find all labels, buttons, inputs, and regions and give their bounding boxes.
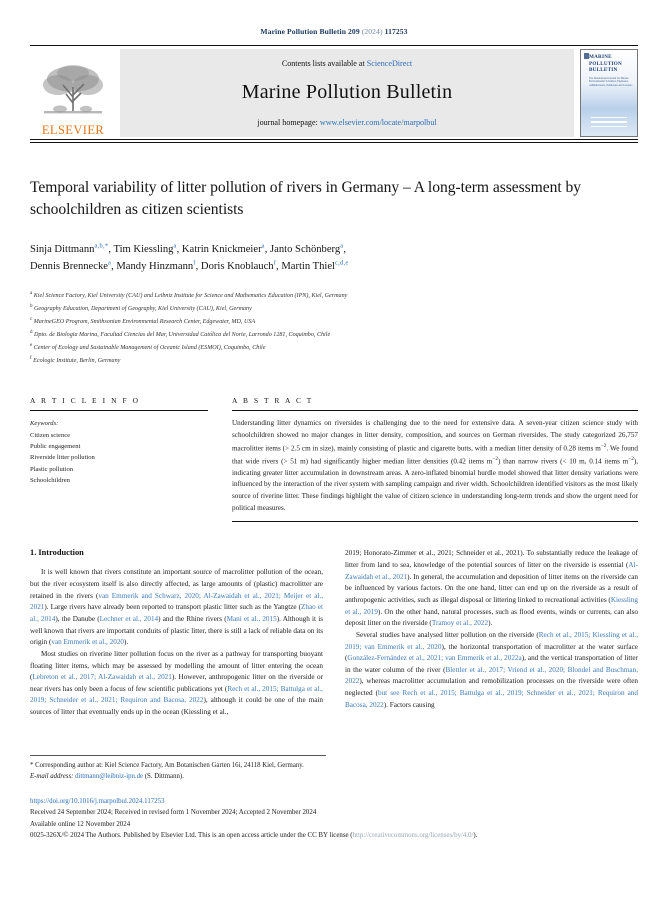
body-paragraph: 2019; Honorato-Zimmer et al., 2021; Schneider et al., 2021). To substantially reduce the leakage of litter from land to sea, knowledge of the potential sources of litter on the riverside is essential (Al-Zawaidah et al., 2021). In general, the accumulation and deposition of litter items on the riverside can be influenced by various factors. On the one hand, litter can end up on the riverside as a result of anthropogenic activities, such as illegal disposal or littering linked to recreational activities (Kiessling et al., 2019). On the other hand, natural processes, such as flood events, winds or currents, can also deposit litter on the riverside (Tramoy et al., 2022). — [345, 549, 638, 628]
affiliation-mark: f — [30, 356, 32, 362]
author-name: Janto Schönberg — [270, 244, 341, 256]
section-heading-introduction: 1. Introduction — [30, 548, 84, 558]
author-entry — [281, 261, 348, 272]
cover-logo-mark-icon — [584, 53, 589, 59]
copyright-tail: ). — [473, 832, 478, 840]
body-paragraph: It is well known that rivers constitute an important source of macrolitter pollution of the ocean, but the river ecosystem itself is also directly affected, as large amounts of (plastic) macrolitter are retained in the rivers (van Emmerik and Schwarz, 2020; Al-Zawaidah et al., 2021; Meijer et al., 2021). Large rivers have already been reported to transport plastic litter such as the Yangtze (Zhao et al., 2014), the Danube (Lechner et al., 2014) and the Rhine rivers (Mani et al., 2015). Although it is well known that rivers are important conduits of plastic litter, there is still a lack of reliable data on its origin (van Emmerik et al., 2020). — [30, 568, 324, 647]
copyright-line — [30, 830, 638, 842]
corresponding-author-footnote — [30, 755, 326, 783]
publication-info — [30, 796, 638, 842]
article-info-column — [30, 396, 208, 522]
affiliation-mark: c — [30, 316, 33, 322]
abstract-column — [232, 396, 638, 522]
elsevier-logo — [30, 49, 116, 137]
author-affiliation-marks: a — [261, 242, 265, 250]
elsevier-wordmark: ELSEVIER — [41, 122, 105, 137]
cover-subtitle: The International Journal for Marine Environmental Scientists, Engineers, Administrators, Politicians and Lawyers — [589, 76, 633, 88]
affiliation-mark: e — [30, 343, 33, 349]
sciencedirect-link[interactable]: ScienceDirect — [366, 59, 413, 68]
cover-title: MARINE POLLUTION BULLETIN — [589, 54, 622, 73]
affiliation-text: Ecologic Institute, Berlin, Germany — [33, 358, 121, 365]
email-label: E-mail address: — [30, 772, 74, 780]
author-affiliation-marks: f — [193, 259, 196, 267]
article-info-heading: A R T I C L E I N F O — [30, 396, 141, 406]
author-affiliation-marks: f — [273, 259, 277, 267]
affiliation-text: Kiel Science Factory, Kiel University (CAU) and Leibniz Institute for Science and Mathematics Education (IPN), Kiel, Germany — [33, 292, 348, 299]
running-head-article-number: 117253 — [384, 27, 408, 36]
affiliation-item — [30, 302, 638, 315]
article-info-rule — [30, 410, 208, 411]
homepage-prefix: journal homepage: — [257, 118, 318, 127]
banner-center — [120, 49, 574, 137]
author-affiliation-marks: a — [173, 242, 177, 250]
title-block — [30, 177, 638, 367]
elsevier-tree-icon — [38, 61, 108, 123]
keywords-block — [30, 418, 208, 486]
affiliation-text: Dpto. de Biologia Marina, Facultad Ciencias del Mar, Universidad Católica del Norte, Larrondo 1281, Coquimbo, Chile — [34, 331, 331, 338]
corresponding-author-text: * Corresponding author at: Kiel Science Factory, Am Botanischen Garten 16i, 24118 Kiel, Germany. — [30, 761, 304, 769]
banner-bottom-rule — [30, 142, 638, 143]
affiliation-item — [30, 289, 638, 302]
keyword-item: Public engagement — [30, 442, 81, 450]
author-name: Doris Knoblauch — [200, 261, 274, 273]
body-paragraph: Several studies have analysed litter pollution on the riverside (Rech et al., 2015; Kiessling et al., 2019; van Emmerik et al., 2020), the horizontal transportation of macrolitter at the water surface (González-Fernández et al., 2021; van Emmerik et al., 2022a), and the vertical transportation of litter in the water column of the river (Blettler et al., 2017; Vriend et al., 2020; Blondel and Buschman, 2022), whereas macrolitter accumulation and remobilization processes on the riverside were often neglected (but see Rech et al., 2015; Battulga et al., 2019; Schneider et al., 2021; Requiron and Bacosa, 2022). Factors causing — [345, 630, 639, 709]
journal-banner — [30, 45, 638, 140]
body-column-right — [345, 548, 638, 719]
journal-homepage-line — [257, 118, 436, 127]
doi-link[interactable]: https://doi.org/10.1016/j.marpolbul.2024.117253 — [30, 797, 165, 805]
running-head — [30, 0, 638, 36]
body-column-left — [30, 548, 323, 719]
keyword-item: Plastic pollution — [30, 465, 74, 473]
author-affiliation-marks: a — [340, 242, 344, 250]
keyword-item: Citizen science — [30, 431, 71, 439]
journal-cover-thumbnail — [580, 49, 638, 137]
author-affiliation-marks: a — [107, 259, 112, 267]
abstract-bottom-rule — [232, 521, 638, 522]
author-name: Dennis Brennecke — [30, 261, 108, 273]
affiliation-item — [30, 341, 638, 354]
keyword-item: Riverside litter pollution — [30, 454, 95, 462]
keywords-label: Keywords: — [30, 420, 59, 428]
author-name: Martin Thiel — [281, 261, 335, 273]
page-footer — [30, 755, 638, 842]
author-entry: Sinja Dittmann$^{a,b,*}$, — [30, 242, 114, 256]
body-columns — [30, 548, 638, 719]
affiliation-item — [30, 354, 638, 367]
author-name: Sinja Dittmann — [30, 244, 95, 256]
author-entry: Mandy Hinzmann$^f$, — [116, 259, 201, 273]
affiliation-text: MarineGEO Program, Smithsonian Environmental Research Center, Edgewater, MD, USA — [33, 318, 256, 325]
received-dates: Received 24 September 2024; Received in revised form 1 November 2024; Accepted 2 November 2024 — [30, 809, 317, 817]
affiliation-mark: b — [30, 303, 33, 309]
author-entry: Dennis Brennecke$^a$, — [30, 259, 117, 273]
author-name: Katrin Knickmeier — [181, 244, 262, 256]
license-link[interactable]: http://creativecommons.org/licenses/by/4.0/ — [352, 832, 474, 840]
abstract-text: Understanding litter dynamics on riversides is challenging due to the need for extensive data. A seven-year citizen science study with schoolchildren showed no major changes in litter density, composition, and sources on German riversides. The study categorized 26,757 macrolitter items (> 2.5 cm in size), mainly consisting of plastic and cigarette butts, with a median litter density of 0.28 items $m^{-2}$. We found that wide rivers (> 51 m) had significantly higher median litter densities (0.42 items $m^{-2}$) than narrow rivers (< 10 m, 0.14 items $m^{-2}$), indicating greater litter accumulation in downstream areas. A zero-inflated binomial hurdle model showed that litter density variations were influenced by the interaction of the river system with sampling campaign and river width. Schoolchildren identified visitors as the most likely source of riverine litter. These findings highlight the value of citizen science in understanding long-term trends and show the urgent need for political measures. — [232, 419, 639, 512]
email-owner: (S. Dittmann). — [144, 772, 184, 780]
body-paragraph: Most studies on riverine litter pollution focus on the river as a pathway for transporting buoyant floating litter items, which may be assessed by modelling the amount of litter entering the ocean (Lebreton et al., 2017; Al-Zawaidah et al., 2021). However, anthropogenic litter on the riverside or near rivers has only been a focus of few scientific publications yet (Rech et al., 2015; Battulga et al., 2019; Schneider et al., 2021; Requiron and Bacosa, 2022), although it could be one of the main sources of litter that eventually ends up in the ocean (Kiessling et al., — [30, 649, 323, 717]
contents-prefix: Contents lists available at — [281, 59, 365, 68]
info-abstract-region — [30, 396, 638, 522]
available-online: Available online 12 November 2024 — [30, 820, 131, 828]
email-line — [30, 772, 326, 783]
affiliation-list — [30, 289, 638, 368]
running-head-journal: Marine Pollution Bulletin 209 — [260, 27, 360, 36]
affiliation-text: Geography Education, Department of Geography, Kiel University (CAU), Kiel, Germany — [34, 305, 252, 312]
cover-wave-graphic — [591, 117, 627, 130]
copyright-text: 0025-326X/© 2024 The Authors. Published by Elsevier Ltd. This is an open access article under the CC BY license ( — [30, 832, 353, 840]
keyword-item: Schoolchildren — [30, 476, 70, 484]
running-head-year: (2024) — [361, 27, 383, 36]
affiliation-mark: a — [30, 290, 33, 296]
author-name: Tim Kiessling — [113, 244, 174, 256]
affiliation-item — [30, 328, 638, 341]
page-title: Temporal variability of litter pollution of rivers in Germany – A long-term assessment by schoolchildren as citizen scientists — [30, 179, 581, 219]
author-affiliation-marks: a,b,* — [94, 242, 109, 250]
author-entry: Tim Kiessling$^a$, — [113, 242, 182, 256]
contents-available-line — [282, 59, 412, 68]
affiliation-text: Center of Ecology and Sustainable Management of Oceanic Island (ESMOI), Coquimbo, Chile — [33, 345, 266, 352]
abstract-rule — [232, 410, 638, 411]
journal-homepage-link[interactable]: www.elsevier.com/locate/marpolbul — [319, 118, 437, 127]
author-entry: Doris Knoblauch$^f$, — [200, 259, 282, 273]
author-list — [30, 241, 638, 275]
affiliation-item — [30, 315, 638, 328]
author-entry: Katrin Knickmeier$^a$, — [181, 242, 271, 256]
author-affiliation-marks: c,d,e — [334, 259, 349, 267]
journal-title: Marine Pollution Bulletin — [241, 81, 453, 103]
abstract-heading: A B S T R A C T — [232, 396, 314, 406]
author-name: Mandy Hinzmann — [116, 261, 194, 273]
affiliation-mark: d — [30, 329, 33, 335]
author-entry: Janto Schönberg$^a$, — [270, 242, 346, 256]
email-link[interactable]: dittmann@leibniz-ipn.de — [75, 772, 144, 780]
